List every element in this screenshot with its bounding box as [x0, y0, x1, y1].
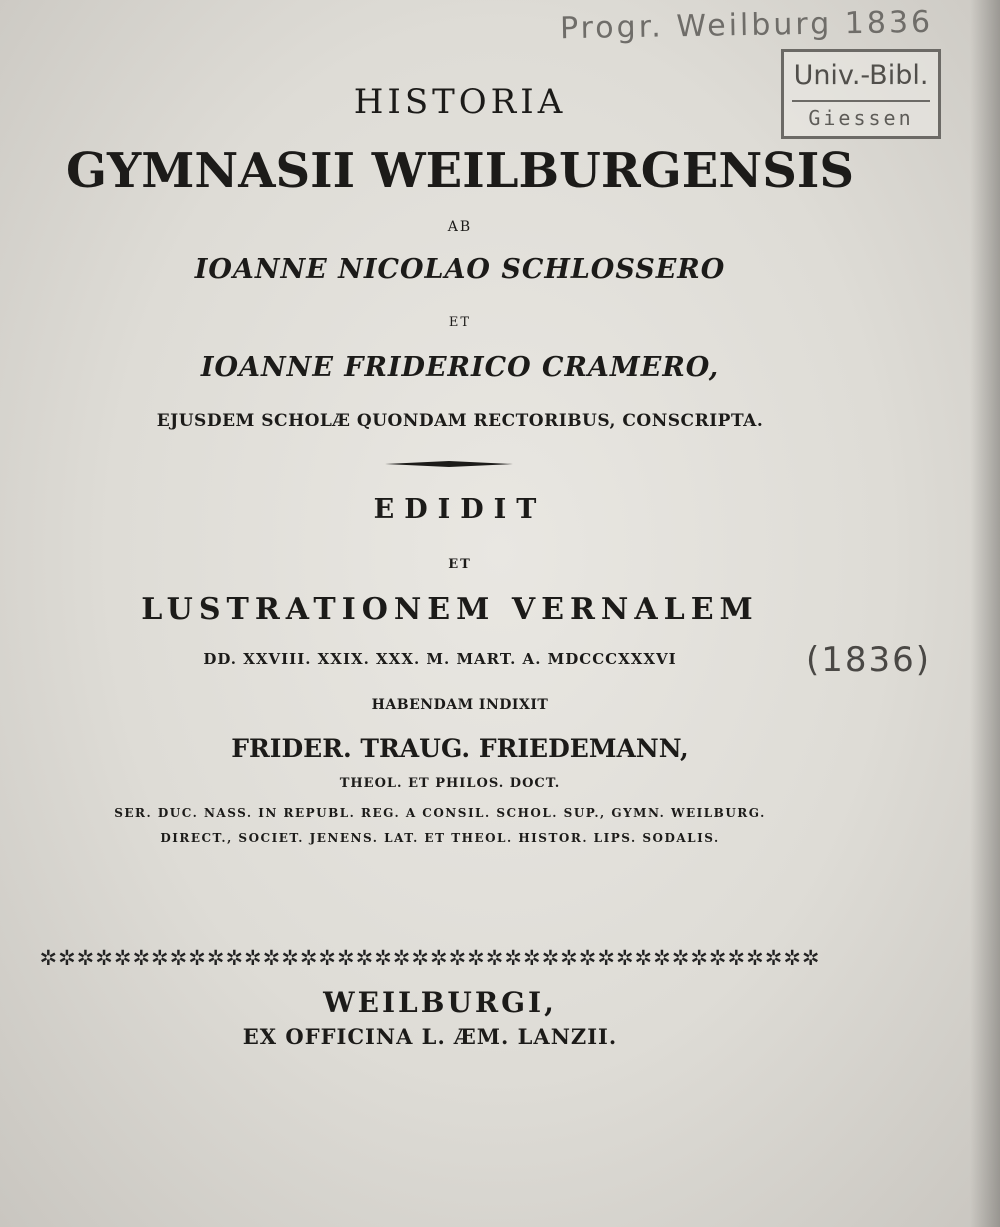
handwritten-year: (1836): [806, 640, 932, 680]
author-2: IOANNE FRIDERICO CRAMERO,: [200, 352, 720, 383]
conjunction-et-2: ET: [448, 557, 472, 572]
ornamental-rule: [385, 460, 513, 468]
editor-titles-line-1: SER. DUC. NASS. IN REPUBL. REG. A CONSIL. SCHOL. SUP., GYMN. WEILBURG.: [114, 806, 766, 820]
imprint-city: WEILBURGI,: [323, 986, 557, 1019]
author-1: IOANNE NICOLAO SCHLOSSERO: [194, 254, 726, 285]
page-edge-shadow: [970, 0, 1000, 1227]
lustration-heading: LUSTRATIONEM VERNALEM: [141, 592, 759, 627]
editor-name: FRIDER. TRAUG. FRIEDEMANN,: [231, 734, 689, 763]
imprint-printer: EX OFFICINA L. ÆM. LANZII.: [242, 1024, 618, 1049]
stamp-line-1: Univ.-Bibl.: [793, 60, 929, 91]
edidit-heading: EDIDIT: [373, 494, 547, 525]
title-line-1: HISTORIA: [353, 82, 567, 122]
habendam-line: HABENDAM INDIXIT: [371, 697, 549, 713]
exam-dates: DD. XXVIII. XXIX. XXX. M. MART. A. MDCCCXXXVI: [203, 650, 677, 668]
editor-degree: THEOL. ET PHILOS. DOCT.: [339, 776, 561, 791]
stamp-line-2: Giessen: [808, 106, 914, 130]
preposition-ab: AB: [447, 219, 473, 235]
conjunction-et: ET: [448, 315, 472, 330]
star-ornament-row: ✲✲✲✲✲✲✲✲✲✲✲✲✲✲✲✲✲✲✲✲✲✲✲✲✲✲✲✲✲✲✲✲✲✲✲✲✲✲✲✲✲✲: [39, 946, 821, 970]
handwritten-shelf-note: Progr. Weilburg 1836: [559, 4, 934, 47]
title-line-2: GYMNASII WEILBURGENSIS: [65, 143, 855, 199]
editor-titles-line-2: DIRECT., SOCIET. JENENS. LAT. ET THEOL. HISTOR. LIPS. SODALIS.: [160, 831, 720, 845]
subtitle: EJUSDEM SCHOLÆ QUONDAM RECTORIBUS, CONSCRIPTA.: [156, 411, 764, 431]
